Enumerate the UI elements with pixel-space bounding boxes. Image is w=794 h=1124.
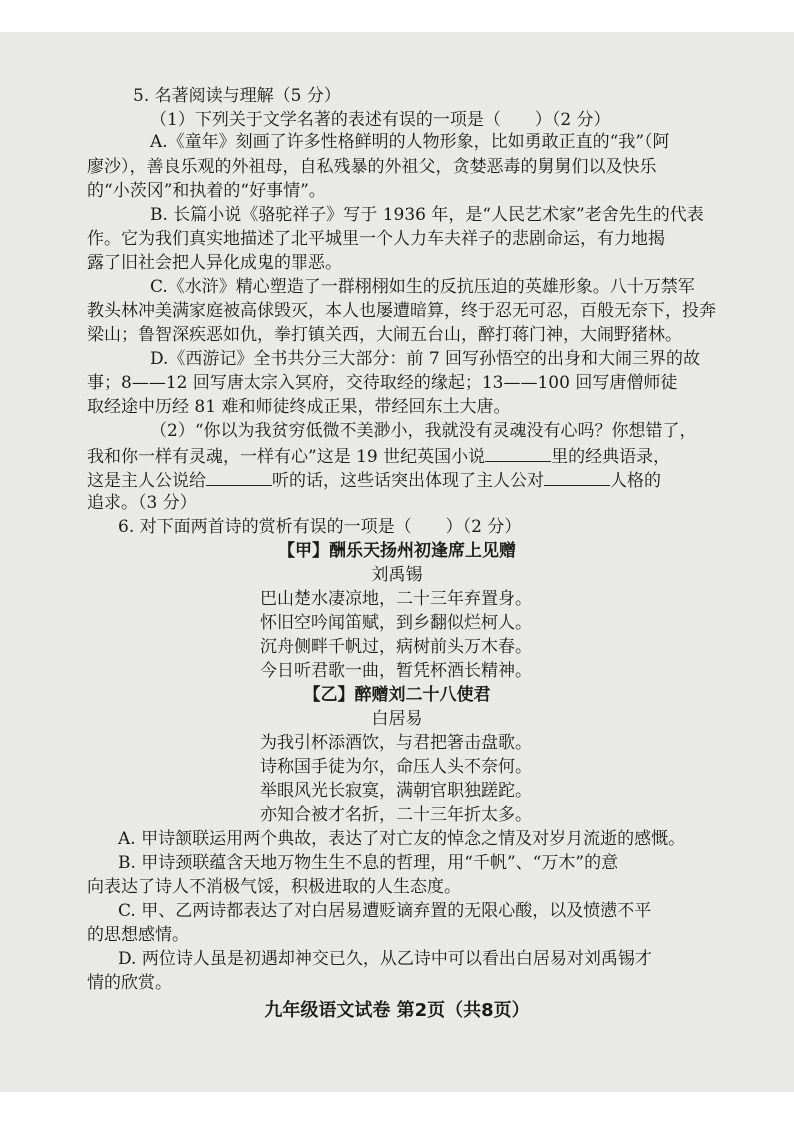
- q5-option-d-line3: 取经途中历经 81 难和师徒终成正果，带经回东土大唐。: [87, 397, 511, 417]
- poem1-line2: 怀旧空吟闻笛赋，到乡翻似烂柯人。: [260, 613, 532, 633]
- q5-option-a-line1: A.《童年》刻画了许多性格鲜明的人物形象，比如勇敢正直的“我”（阿: [150, 132, 670, 152]
- q5-sub1: （1）下列关于文学名著的表述有误的一项是（ ）（2 分）: [150, 110, 611, 130]
- q6-heading: 6. 对下面两首诗的赏析有误的一项是（ ）（2 分）: [118, 517, 522, 537]
- q5-option-a-line2: 廖沙），善良乐观的外祖母，自私残暴的外祖父，贪婪恶毒的舅舅们以及快乐: [87, 157, 657, 177]
- q5-sub2-line2: [87, 443, 670, 469]
- q5-sub2-text-e: 人格的: [610, 471, 661, 491]
- q5-sub2-text-a: 我和你一样有灵魂，一样有心”这是 19 世纪英国小说: [87, 447, 486, 467]
- poem1-title: 【甲】酬乐天扬州初逢席上见赠: [278, 541, 516, 561]
- page-footer: 九年级语文试卷 第2页（共8页）: [264, 1000, 530, 1021]
- q5-option-c-line3: 梁山；鲁智深疾恶如仇，拳打镇关西，大闹五台山，醉打蒋门神，大闹野猪林。: [87, 325, 682, 345]
- q5-sub2-line1: （2）“你以为我贫穷低微不美渺小，我就没有灵魂没有心吗？你想错了，: [150, 421, 697, 441]
- q6-option-a: A. 甲诗颔联运用两个典故，表达了对亡友的悼念之情及对岁月流逝的感慨。: [118, 829, 686, 849]
- novel-answer-blank[interactable]: [485, 443, 551, 462]
- exam-page: [0, 32, 794, 1092]
- poem2-line4: 亦知合被才名折，二十三年折太多。: [260, 805, 532, 825]
- q5-option-c-line1: C.《水浒》精心塑造了一群栩栩如生的反抗压迫的英雄形象。八十万禁军: [150, 277, 695, 297]
- poem2-line1: 为我引杯添酒饮，与君把箸击盘歌。: [260, 733, 532, 753]
- q6-option-b-line1: B. 甲诗颈联蕴含天地万物生生不息的哲理，用“千帆”、“万木”的意: [118, 853, 619, 873]
- poem2-line2: 诗称国手徒为尔，命压人头不奈何。: [260, 757, 532, 777]
- q5-option-d-line2: 事；8——12 回写唐太宗入冥府，交待取经的缘起；13——100 回写唐僧师徒: [87, 373, 678, 393]
- poem1-line1: 巴山楚水凄凉地，二十三年弃置身。: [260, 589, 532, 609]
- q5-heading: 5. 名著阅读与理解（5 分）: [133, 86, 341, 106]
- q6-option-d-line1: D. 两位诗人虽是初遇却神交已久，从乙诗中可以看出白居易对刘禹锡才: [118, 949, 652, 969]
- poem1-author: 刘禹锡: [371, 565, 423, 585]
- q5-option-a-line3: 的“小茨冈”和执着的“好事情”。: [87, 181, 326, 201]
- pursuit-answer-blank[interactable]: [544, 467, 610, 486]
- q5-option-c-line2: 教头林冲美满家庭被高俅毁灭，本人也屡遭暗算，终于忍无可忍，百般无奈下，投奔: [87, 301, 716, 321]
- listener-answer-blank[interactable]: [206, 467, 272, 486]
- q6-option-d-line2: 情的欣赏。: [87, 973, 172, 993]
- q5-option-b-line2: 作。它为我们真实地描述了北平城里一个人力车夫祥子的悲剧命运，有力地揭: [87, 229, 665, 249]
- q5-option-d-line1: D.《西游记》全书共分三大部分：前 7 回写孙悟空的出身和大闹三界的故: [150, 349, 701, 369]
- q6-option-b-line2: 向表达了诗人不消极气馁，积极进取的人生态度。: [87, 877, 461, 897]
- q5-option-b-line3: 露了旧社会把人异化成鬼的罪恶。: [87, 253, 342, 273]
- q6-option-c-line1: C. 甲、乙两诗都表达了对白居易遭贬谪弃置的无限心酸，以及愤懑不平: [118, 901, 652, 921]
- poem2-line3: 举眼风光长寂寞，满朝官职独蹉跎。: [260, 781, 532, 801]
- q5-sub2-text-c: 这是主人公说给: [87, 471, 206, 491]
- q6-option-c-line2: 的思想感情。: [87, 925, 189, 945]
- q5-sub2-line4: 追求。（3 分）: [87, 493, 197, 513]
- q5-sub2-text-d: 听的话，这些话突出体现了主人公对: [272, 471, 544, 491]
- poem1-line3: 沉舟侧畔千帆过，病树前头万木春。: [260, 637, 532, 657]
- q5-sub2-text-b: 里的经典语录，: [551, 447, 671, 467]
- q5-sub2-line3: [87, 467, 661, 493]
- q5-option-b-line1: B. 长篇小说《骆驼祥子》写于 1936 年，是“人民艺术家”老舍先生的代表: [150, 205, 704, 225]
- poem2-title: 【乙】醉赠刘二十八使君: [303, 685, 491, 705]
- poem1-line4: 今日听君歌一曲，暂凭杯酒长精神。: [260, 661, 532, 681]
- poem2-author: 白居易: [371, 709, 423, 729]
